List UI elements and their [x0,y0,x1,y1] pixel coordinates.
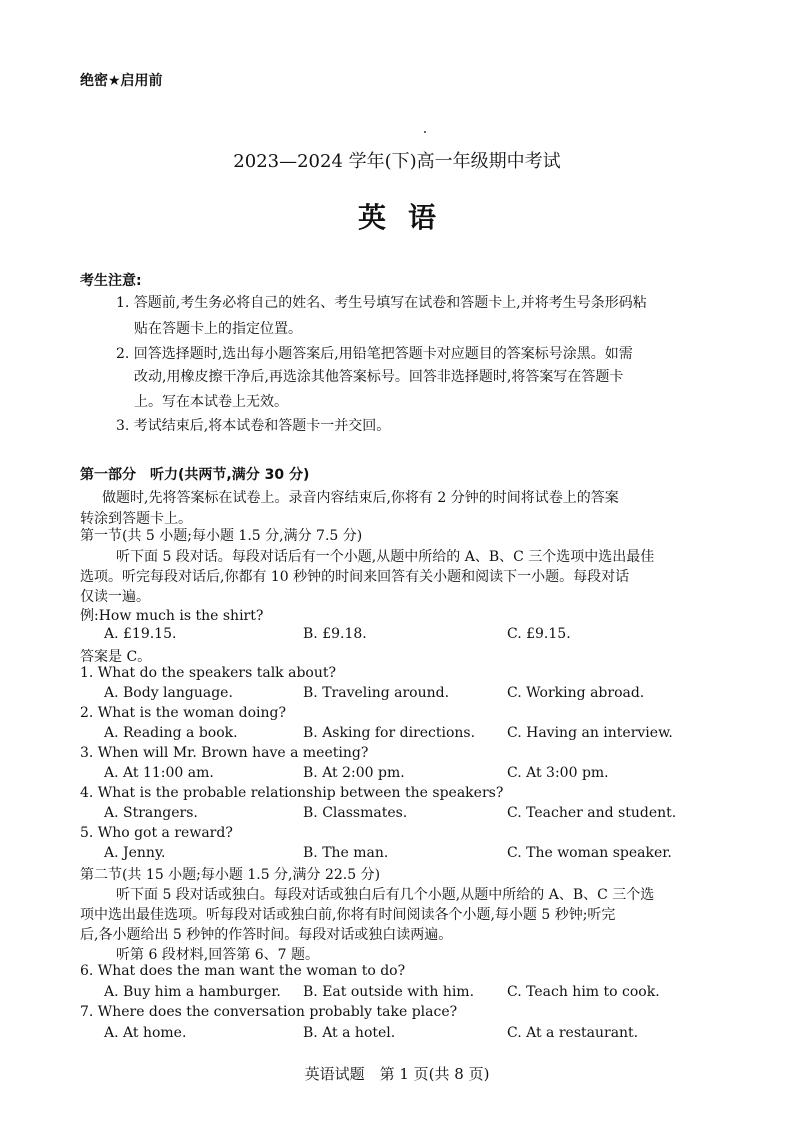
exam-title: 2023—2024 学年(下)高一年级期中考试 [233,151,561,172]
notice-item-1: 1. 答题前,考生务必将自己的姓名、考生号填写在试卷和答题卡上,并将考生号条形码粘 [116,295,647,311]
question-4: 4. What is the probable relationship between the speakers? [80,785,504,801]
notice-item-3: 3. 考试结束后,将本试卷和答题卡一并交回。 [116,418,391,434]
subject-title: 英语 [357,201,458,234]
section2-instructions: 听下面 5 段对话或独白。每段对话或独白后有几个小题,从题中所给的 A、B、C 三个选 [116,887,655,903]
section1-heading: 第一节(共 5 小题;每小题 1.5 分,满分 7.5 分) [80,528,363,544]
part1-heading [80,464,309,484]
example-option-b: B. £9.18. [303,626,367,642]
question-3-option-c: C. At 3:00 pm. [507,765,609,781]
example-option-c: C. £9.15. [507,626,571,642]
question-2-option-c: C. Having an interview. [507,725,673,741]
question-7-option-c: C. At a restaurant. [507,1025,639,1041]
question-1-option-b: B. Traveling around. [303,685,450,701]
question-7: 7. Where does the conversation probably take place? [80,1004,458,1020]
question-6-option-b: B. Eat outside with him. [303,984,475,1000]
example-question: 例:How much is the shirt? [80,608,264,624]
section2-heading: 第二节(共 15 小题;每小题 1.5 分,满分 22.5 分) [80,867,381,883]
notice-item-2: 2. 回答选择题时,选出每小题答案后,用铅笔把答题卡对应题目的答案标号涂黑。如需 [116,346,633,362]
question-2-option-b: B. Asking for directions. [303,725,476,741]
question-7-option-b: B. At a hotel. [303,1025,396,1041]
question-6: 6. What does the man want the woman to do? [80,963,406,979]
notice-heading: 考生注意: [80,273,142,289]
question-3-option-b: B. At 2:00 pm. [303,765,405,781]
question-1-option-a: A. Body language. [104,685,233,701]
part1-intro: 做题时,先将答案标在试卷上。录音内容结束后,你将有 2 分钟的时间将试卷上的答案 [102,490,619,506]
section1-instructions: 听下面 5 段对话。每段对话后有一个小题,从题中所给的 A、B、C 三个选项中选出最佳 [116,549,655,565]
notice-item-1-cont: 贴在答题卡上的指定位置。 [134,321,302,337]
section2-instructions-cont: 项中选出最佳选项。听每段对话或独白前,你将有时间阅读各个小题,每小题 5 秒钟;听完 [80,907,616,923]
notice-item-2-cont2: 上。写在本试卷上无效。 [134,394,288,410]
speck [424,131,426,133]
question-3: 3. When will Mr. Brown have a meeting? [80,745,369,761]
question-4-option-c: C. Teacher and student. [507,805,677,821]
question-7-option-a: A. At home. [104,1025,187,1041]
notice-item-2-cont: 改动,用橡皮擦干净后,再选涂其他答案标号。回答非选择题时,将答案写在答题卡 [134,369,624,385]
example-answer: 答案是 C。 [80,649,152,665]
section1-instructions-cont2: 仅读一遍。 [80,589,150,605]
part1-heading-text: 第一部分 听力(共两节,满分 30 分) [80,467,310,483]
question-1: 1. What do the speakers talk about? [80,665,336,681]
confidential-label: 绝密★启用前 [80,73,163,89]
question-2: 2. What is the woman doing? [80,705,286,721]
question-4-option-b: B. Classmates. [303,805,408,821]
section1-instructions-cont: 选项。听完每段对话后,你都有 10 秒钟的时间来回答有关小题和阅读下一小题。每段对话 [80,569,630,585]
question-4-option-a: A. Strangers. [104,805,198,821]
question-5: 5. Who got a reward? [80,825,233,841]
question-5-option-b: B. The man. [303,845,389,861]
page-footer: 英语试题 第 1 页(共 8 页) [304,1065,490,1083]
question-1-option-c: C. Working abroad. [507,685,645,701]
part1-intro-cont: 转涂到答题卡上。 [80,511,192,527]
section2-instructions-cont2: 后,各小题给出 5 秒钟的作答时间。每段对话或独白读两遍。 [80,927,453,943]
question-5-option-c: C. The woman speaker. [507,845,672,861]
material-6-instruction: 听第 6 段材料,回答第 6、7 题。 [116,947,319,963]
question-6-option-c: C. Teach him to cook. [507,984,660,1000]
example-option-a: A. £19.15. [104,626,177,642]
question-2-option-a: A. Reading a book. [104,725,238,741]
question-5-option-a: A. Jenny. [104,845,166,861]
question-6-option-a: A. Buy him a hamburger. [104,984,281,1000]
question-3-option-a: A. At 11:00 am. [104,765,214,781]
